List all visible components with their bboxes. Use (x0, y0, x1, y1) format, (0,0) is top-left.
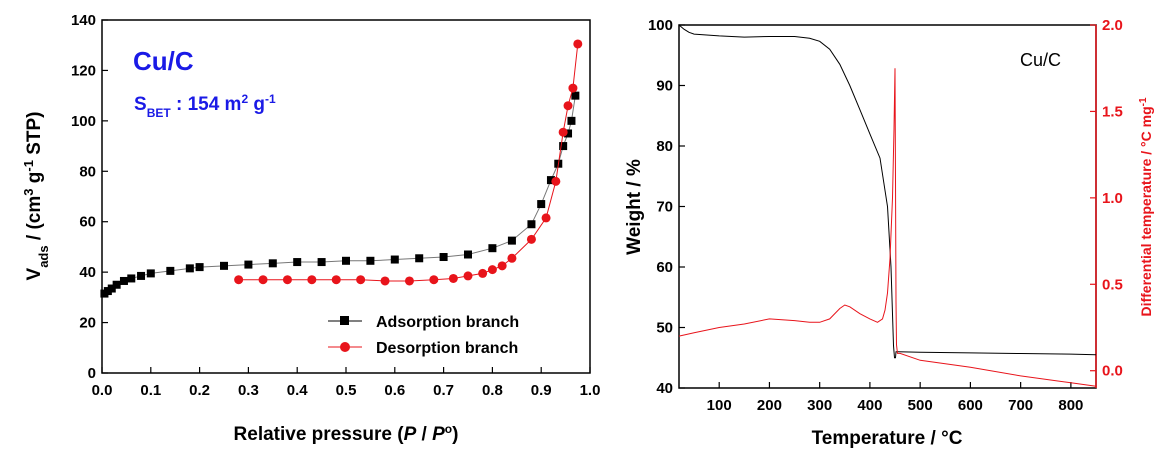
tga-y2-tick-label: 1.5 (1102, 103, 1123, 121)
desorption-point (464, 271, 473, 280)
isotherm-x-tick-label: 0.1 (140, 382, 162, 399)
tga-y-tick-label: 100 (647, 17, 673, 34)
isotherm-sbet-annotation: $S_{BET}$ : 154 $m^2$ $g^{-1}$ (134, 92, 276, 120)
isotherm-y-tick-label: 20 (79, 314, 96, 332)
desorption-point (405, 276, 414, 285)
desorption-point (573, 39, 582, 48)
weight-curve (679, 25, 1096, 358)
legend-adsorption-marker (340, 316, 349, 325)
tga-y-tick-label: 70 (656, 198, 673, 216)
tga-x-tick-label: 700 (1008, 397, 1034, 414)
isotherm-legend (328, 314, 519, 357)
desorption-point (507, 254, 516, 263)
adsorption-point (537, 200, 545, 208)
desorption-point (527, 235, 536, 244)
desorption-point (551, 177, 560, 186)
desorption-point (234, 275, 243, 284)
isotherm-y-tick-label: 80 (79, 163, 96, 181)
tga-sample-label: Cu/C (1020, 50, 1062, 70)
adsorption-point (508, 237, 516, 245)
adsorption-point (196, 263, 204, 271)
tga-y-tick-label: 60 (656, 259, 673, 276)
desorption-point (568, 84, 577, 93)
adsorption-point (464, 250, 472, 258)
adsorption-point (147, 269, 155, 277)
legend-desorption-label: Desorption branch (376, 340, 519, 357)
tga-x-tick-label: 500 (907, 397, 933, 414)
tga-y2-tick-label: 0.0 (1102, 362, 1123, 380)
tga-x-tick-label: 800 (1058, 397, 1084, 414)
tga-y2-axis-label: Differential temperature / °C $mg^{-1}$ (1137, 97, 1154, 317)
tga-y-tick-label: 50 (656, 319, 673, 337)
tga-x-tick-label: 200 (756, 397, 782, 414)
tga-x-tick-label: 400 (857, 397, 883, 414)
tga-x-tick-label: 300 (807, 397, 833, 414)
isotherm-y-tick-label: 40 (79, 264, 96, 282)
tga-series (679, 25, 1096, 386)
tga-chart (624, 17, 1154, 449)
isotherm-x-tick-label: 0.9 (530, 382, 552, 399)
desorption-line (239, 44, 578, 281)
desorption-point (307, 275, 316, 284)
desorption-point (259, 275, 268, 284)
isotherm-y-tick-label: 140 (70, 12, 96, 29)
desorption-point (559, 128, 568, 137)
adsorption-point (366, 257, 374, 265)
adsorption-point (567, 117, 575, 125)
tga-x-tick-label: 600 (957, 397, 983, 414)
desorption-point (478, 269, 487, 278)
adsorption-point (488, 244, 496, 252)
adsorption-point (269, 259, 277, 267)
tga-x-ticks (707, 382, 1084, 414)
adsorption-point (527, 220, 535, 228)
isotherm-y-tick-label: 60 (79, 213, 96, 231)
isotherm-x-ticks (92, 367, 601, 399)
isotherm-chart (21, 12, 601, 445)
tga-y-tick-label: 90 (656, 77, 673, 95)
adsorption-point (220, 262, 228, 270)
isotherm-y-tick-label: 120 (70, 62, 96, 80)
isotherm-y-tick-label: 100 (70, 112, 96, 130)
desorption-point (449, 274, 458, 283)
desorption-point (283, 275, 292, 284)
isotherm-y-tick-label: 0 (87, 365, 96, 382)
adsorption-point (342, 257, 350, 265)
tga-y-tick-label: 80 (656, 138, 673, 155)
adsorption-point (120, 277, 128, 285)
adsorption-point (137, 272, 145, 280)
adsorption-point (293, 258, 301, 266)
desorption-point (332, 275, 341, 284)
tga-y2-tick-label: 1.0 (1102, 189, 1123, 207)
desorption-point (488, 265, 497, 274)
adsorption-point (440, 253, 448, 261)
tga-x-tick-label: 100 (706, 397, 732, 414)
adsorption-point (113, 281, 121, 289)
isotherm-x-tick-label: 0.0 (91, 382, 113, 399)
adsorption-point (127, 274, 135, 282)
tga-y-tick-label: 40 (656, 380, 673, 397)
tga-y2-ticks (1090, 17, 1123, 388)
isotherm-sample-label: Cu/C (133, 46, 194, 76)
tga-x-axis-label: Temperature / °C (811, 428, 963, 449)
adsorption-point (415, 254, 423, 262)
isotherm-x-tick-label: 0.8 (481, 382, 503, 399)
desorption-point (498, 261, 507, 270)
isotherm-x-tick-label: 0.5 (335, 382, 357, 399)
adsorption-point (391, 256, 399, 264)
tga-y2-tick-label: 2.0 (1102, 17, 1123, 34)
desorption-point (381, 276, 390, 285)
isotherm-x-tick-label: 0.3 (237, 382, 259, 399)
desorption-point (356, 275, 365, 284)
isotherm-x-tick-label: 0.7 (433, 382, 455, 399)
tga-y2-tick-label: 0.5 (1102, 276, 1123, 294)
desorption-point (542, 213, 551, 222)
legend-adsorption-label: Adsorption branch (376, 314, 520, 331)
isotherm-x-tick-label: 1.0 (579, 382, 601, 399)
desorption-point (564, 101, 573, 110)
legend-desorption-marker (340, 342, 350, 352)
isotherm-x-axis-label: Relative pressure $(P / P^o)$ (233, 422, 459, 445)
adsorption-point (166, 267, 174, 275)
isotherm-x-tick-label: 0.4 (286, 382, 308, 399)
desorption-point (429, 275, 438, 284)
adsorption-point (186, 264, 194, 272)
adsorption-point (318, 258, 326, 266)
tga-y-axis-label: Weight / % (624, 159, 645, 255)
adsorption-point (571, 92, 579, 100)
isotherm-series (100, 39, 582, 297)
isotherm-y-axis-label: $V_{ads} / (cm^3$ $g^{-1}$ STP) (20, 111, 51, 281)
adsorption-point (244, 261, 252, 269)
differential-temperature-curve (679, 68, 1096, 386)
isotherm-x-tick-label: 0.6 (384, 382, 406, 399)
isotherm-x-tick-label: 0.2 (189, 382, 211, 399)
